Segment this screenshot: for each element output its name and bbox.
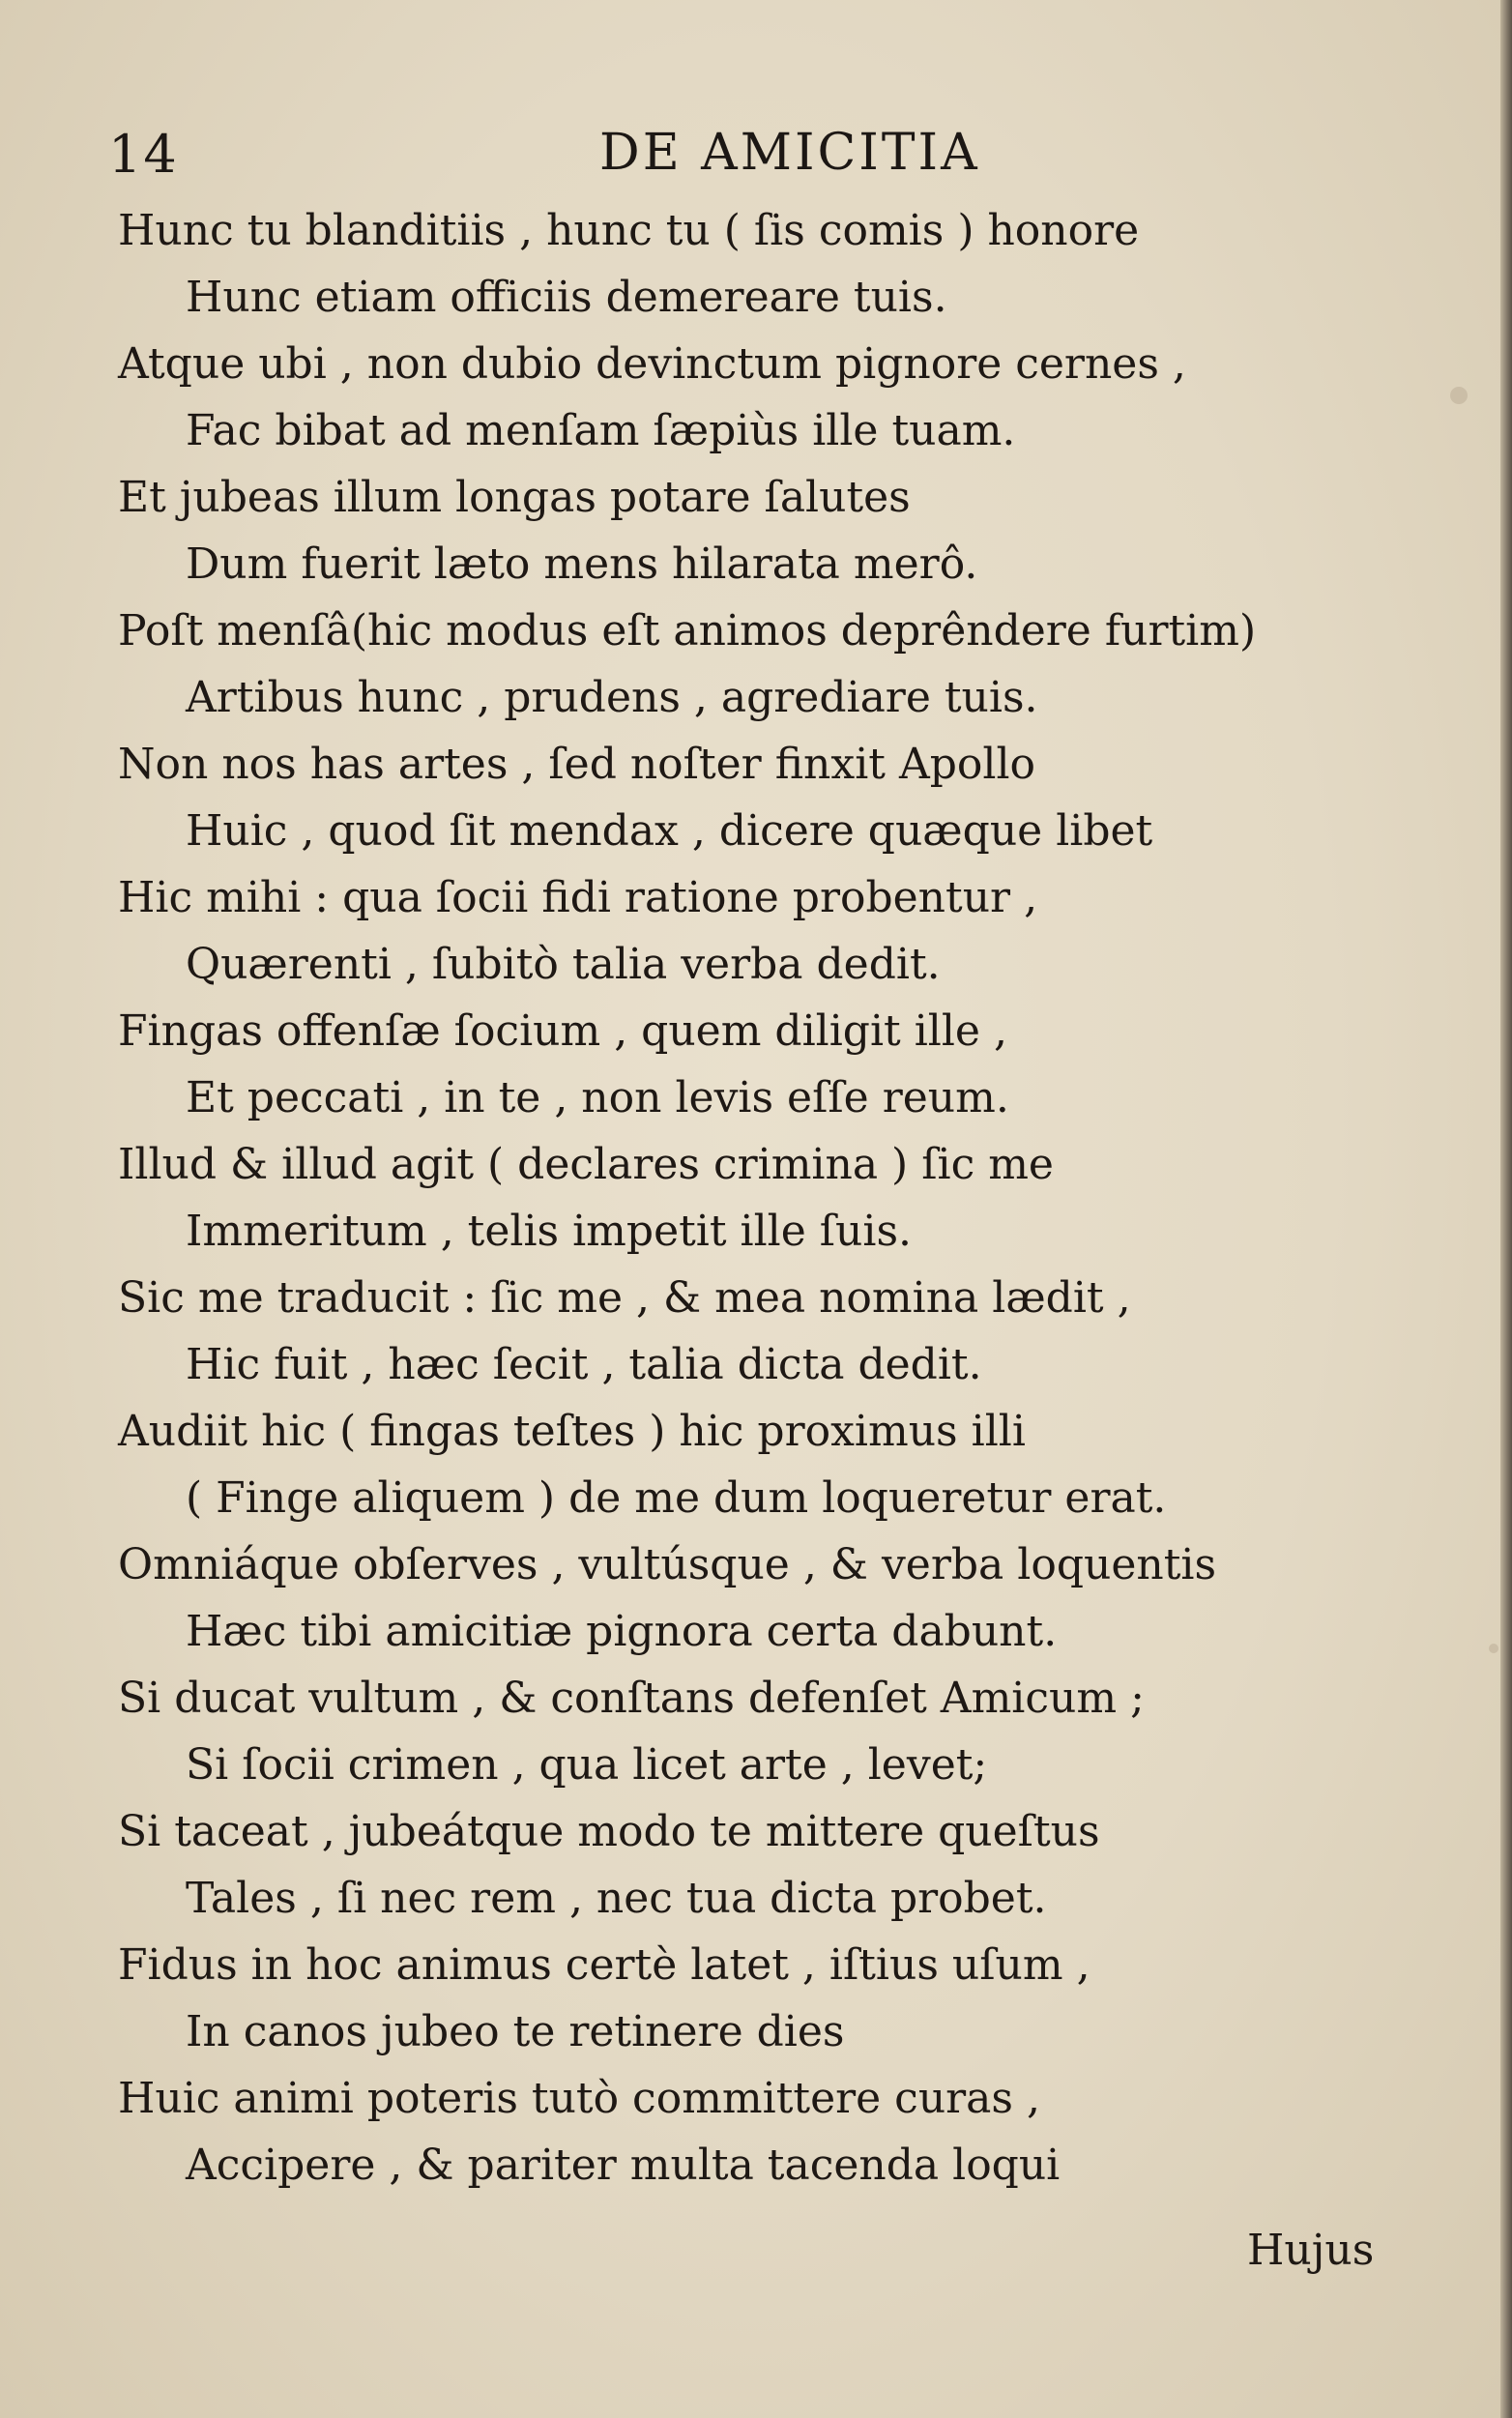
- running-head: [0, 116, 1500, 203]
- verse-line: Audiit hic ( fingas teſtes ) hic proximus illi: [118, 1407, 1026, 1456]
- verse-line: Dum fuerit læto mens hilarata merô.: [186, 539, 978, 589]
- verse-line: Artibus hunc , prudens , agrediare tuis.: [186, 673, 1038, 722]
- verse-line: Accipere , & pariter multa tacenda loqui: [186, 2141, 1061, 2190]
- verse-line: Huic animi poteris tutò committere curas ,: [118, 2074, 1040, 2123]
- verse-line: Et peccati , in te , non levis eſſe reum.: [186, 1073, 1009, 1122]
- verse-line: Si ſocii crimen , qua licet arte , levet;: [186, 1740, 988, 1790]
- page-number: 14: [108, 124, 179, 185]
- verse-line: Fingas offenſæ ſocium , quem diligit ille ,: [118, 1006, 1007, 1056]
- verse-line: Hæc tibi amicitiæ pignora certa dabunt.: [186, 1607, 1058, 1656]
- verse-line: Hunc tu blanditiis , hunc tu ( ſis comis ) honore: [118, 206, 1140, 255]
- verse-line: Illud & illud agit ( declares crimina ) ſic me: [118, 1140, 1054, 1189]
- verse-line: Sic me traducit : ſic me , & mea nomina lædit ,: [118, 1273, 1131, 1323]
- verse-line: Huic , quod ſit mendax , dicere quæque libet: [186, 806, 1153, 856]
- verse-line: Si ducat vultum , & conſtans defenſet Amicum ;: [118, 1674, 1145, 1723]
- verse-line: ( Finge aliquem ) de me dum loqueretur erat.: [186, 1473, 1167, 1523]
- page-edge: [1500, 0, 1512, 2418]
- verse-line: Tales , ſi nec rem , nec tua dicta probet.: [186, 1874, 1047, 1923]
- verse-line: Fac bibat ad menſam ſæpiùs ille tuam.: [186, 406, 1016, 455]
- verse-line: Et jubeas illum longas potare ſalutes: [118, 473, 911, 522]
- verse-line: In canos jubeo te retinere dies: [186, 2007, 845, 2056]
- catchword: Hujus: [1247, 2226, 1375, 2275]
- verse-line: Hic fuit , hæc ſecit , talia dicta dedit.: [186, 1340, 982, 1389]
- verse-line: Hunc etiam officiis demereare tuis.: [186, 273, 947, 322]
- verse-line: Hic mihi : qua ſocii fidi ratione probentur ,: [118, 873, 1038, 922]
- poem-text: [0, 197, 1500, 2199]
- verse-line: Si taceat , jubeátque modo te mittere queſtus: [118, 1807, 1100, 1856]
- page-title: DE AMICITIA: [599, 124, 980, 182]
- verse-line: Quærenti , ſubitò talia verba dedit.: [186, 940, 941, 989]
- verse-line: Non nos has artes , ſed noſter finxit Apollo: [118, 740, 1036, 789]
- verse-line: Omniáque obſerves , vultúsque , & verba loquentis: [118, 1540, 1217, 1589]
- verse-line: Poſt menſâ(hic modus eſt animos deprêndere furtim): [118, 606, 1257, 655]
- verse-line: Fidus in hoc animus certè latet , iſtius uſum ,: [118, 1940, 1090, 1990]
- verse-line: Atque ubi , non dubio devinctum pignore cernes ,: [118, 339, 1186, 389]
- verse-line: Immeritum , telis impetit ille ſuis.: [186, 1207, 913, 1256]
